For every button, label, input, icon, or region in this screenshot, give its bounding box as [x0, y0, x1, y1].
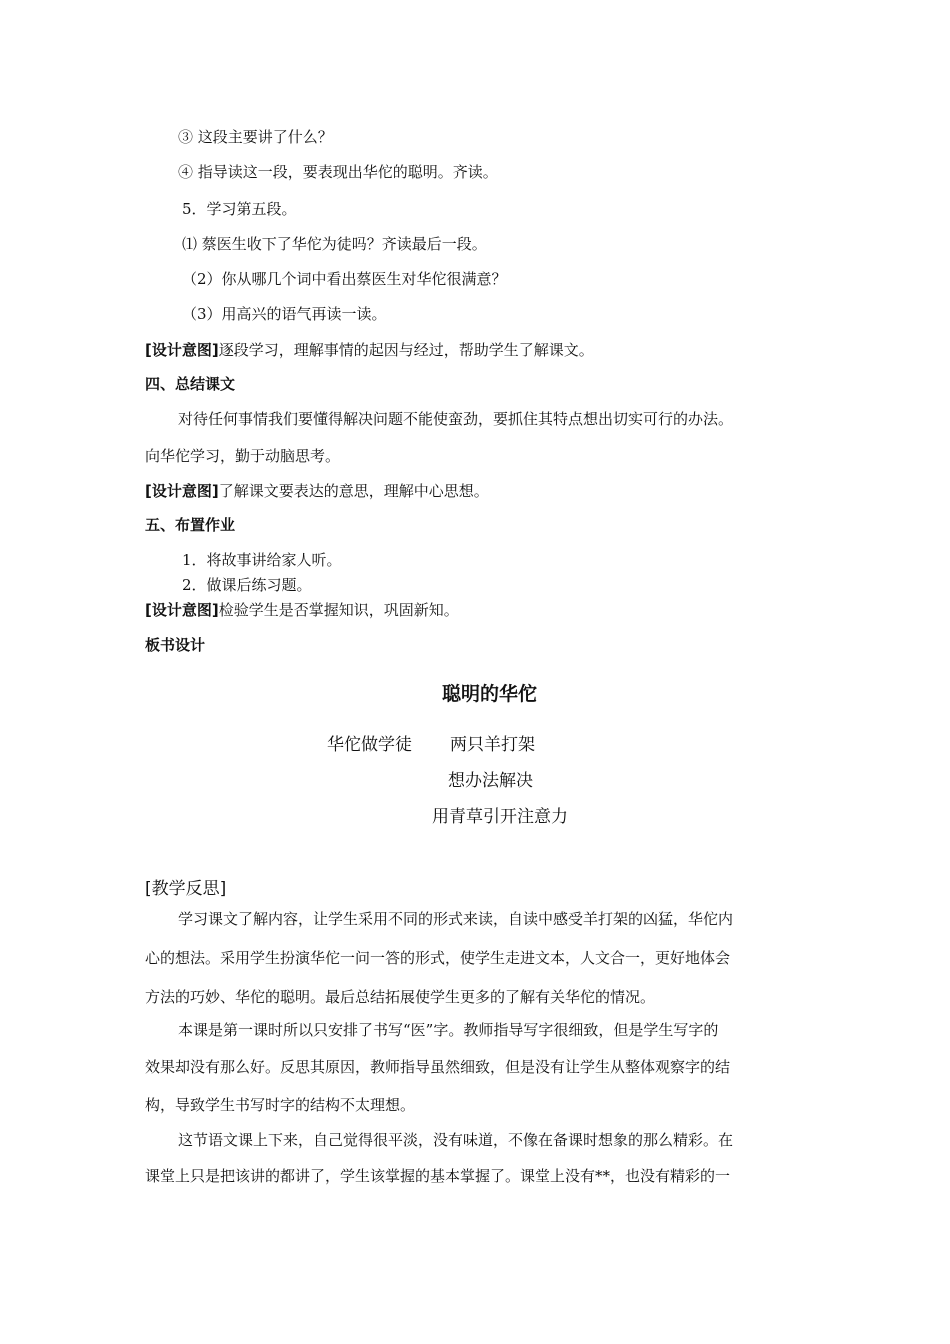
- reflection-p2-line-1: 本课是第一课时所以只安排了书写“医”字。教师指导写字很细致，但是学生写字的: [178, 1021, 719, 1039]
- design-intent-text: 了解课文要表达的意思，理解中心思想。: [218, 482, 489, 500]
- step-5: 5．学习第五段。: [182, 200, 297, 218]
- section-4-line-2: 向华佗学习，勤于动脑思考。: [145, 447, 341, 465]
- design-intent-3: [145, 600, 459, 620]
- reflection-p1-line-1: 学习课文了解内容，让学生采用不同的形式来读，自读中感受羊打架的凶猛，华佗内: [178, 910, 734, 928]
- sub-question-2: （2）你从哪几个词中看出蔡医生对华佗很满意？: [182, 270, 507, 288]
- design-intent-text: 检验学生是否掌握知识，巩固新知。: [218, 601, 459, 619]
- homework-item-2: 2．做课后练习题。: [182, 576, 312, 594]
- reflection-p2-line-2: 效果却没有那么好。反思其原因，教师指导虽然细致，但是没有让学生从整体观察字的结: [145, 1058, 731, 1076]
- board-row-1-right: 两只羊打架: [450, 735, 535, 755]
- sub-question-1: ⑴ 蔡医生收下了华佗为徒吗？齐读最后一段。: [182, 235, 487, 253]
- board-row-2: 想办法解决: [448, 771, 533, 791]
- section-5-heading: 五、布置作业: [145, 516, 236, 534]
- design-intent-1: [145, 340, 594, 360]
- reflection-p3-line-2: 课堂上只是把该讲的都讲了，学生该掌握的基本掌握了。课堂上没有**，也没有精彩的一: [145, 1167, 731, 1185]
- design-intent-tag: [设计意图]: [145, 482, 219, 500]
- reflection-p1-line-2: 心的想法。采用学生扮演华佗一问一答的形式，使学生走进文本，人文合一，更好地体会: [145, 949, 731, 967]
- board-row-3: 用青草引开注意力: [432, 807, 568, 827]
- reflection-p2-line-3: 构，导致学生书写时字的结构不太理想。: [145, 1096, 416, 1114]
- sub-question-3: （3）用高兴的语气再读一读。: [182, 305, 387, 323]
- board-design-heading: 板书设计: [145, 636, 206, 654]
- question-4: ④ 指导读这一段，要表现出华佗的聪明。齐读。: [178, 163, 498, 181]
- reflection-p3-line-1: 这节语文课上下来，自己觉得很平淡，没有味道，不像在备课时想象的那么精彩。在: [178, 1131, 734, 1149]
- design-intent-tag: [设计意图]: [145, 341, 219, 359]
- design-intent-text: 逐段学习，理解事情的起因与经过，帮助学生了解课文。: [218, 341, 594, 359]
- board-title: 聪明的华佗: [442, 683, 538, 705]
- design-intent-tag: [设计意图]: [145, 601, 219, 619]
- question-3: ③ 这段主要讲了什么？: [178, 128, 333, 146]
- reflection-title: [教学反思]: [145, 879, 227, 899]
- section-4-heading: 四、总结课文: [145, 375, 236, 393]
- design-intent-2: [145, 481, 489, 501]
- section-4-line-1: 对待任何事情我们要懂得解决问题不能使蛮劲，要抓住其特点想出切实可行的办法。: [178, 410, 734, 428]
- homework-item-1: 1．将故事讲给家人听。: [182, 551, 342, 569]
- reflection-p1-line-3: 方法的巧妙、华佗的聪明。最后总结拓展使学生更多的了解有关华佗的情况。: [145, 988, 656, 1006]
- board-row-1-left: 华佗做学徒: [327, 735, 412, 755]
